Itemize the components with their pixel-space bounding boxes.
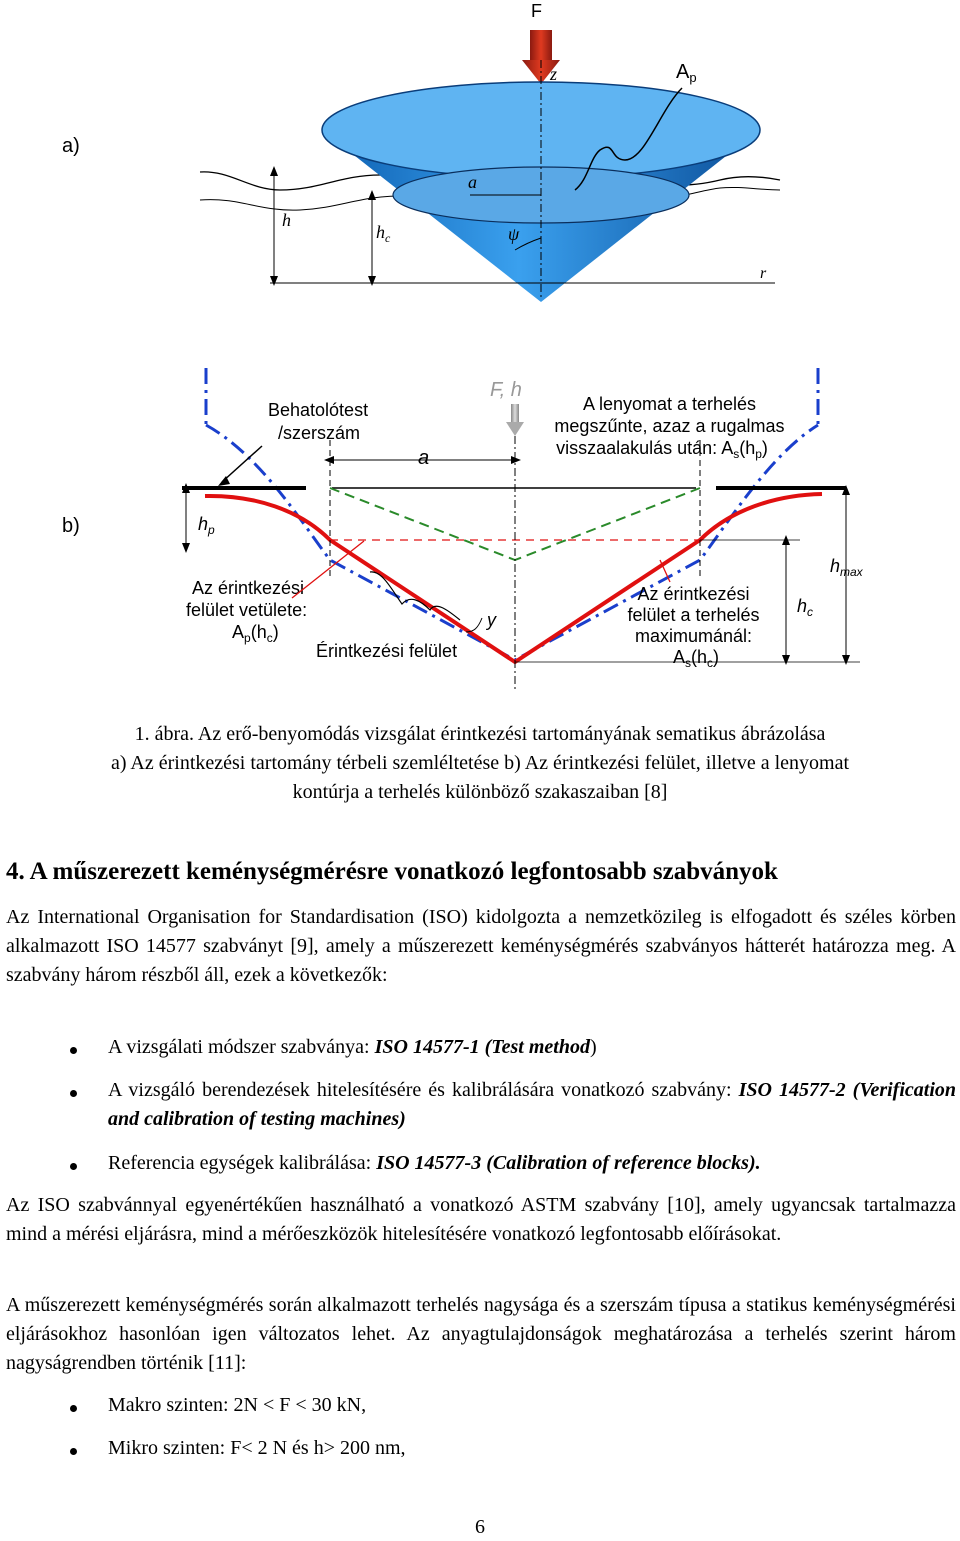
bullet-item: Mikro szinten: F< 2 N és h> 200 nm, [108, 1437, 406, 1459]
bullet-item: A vizsgáló berendezések hitelesítésére és kalibrálására vonatkozó szabvány: ISO 14577-2 (Verification and calibration of testing machines) [108, 1079, 956, 1130]
figure-caption-line-3: kontúrja a terhelés különböző szakaszaiban [8] [292, 781, 668, 803]
a-radius-label: a [468, 172, 477, 192]
figure-caption-line-1: 1. ábra. Az erő-benyomódás vizsgálat érintkezési tartományának sematikus ábrázolása [134, 723, 826, 745]
bullet-icon [70, 1163, 77, 1170]
y-label: y [487, 610, 496, 630]
force-label: F [531, 1, 542, 21]
hc-label: $h_c$ [376, 222, 391, 245]
part-a-label: a) [62, 135, 80, 157]
projection-label: Az érintkezési felület vetülete: $A_p(h_c)$ [186, 578, 308, 645]
tool-label: Behatolótest /szerszám [268, 400, 369, 443]
fh-label: F, h [490, 379, 522, 401]
ap-label: $A_p$ [676, 61, 697, 85]
z-axis-label: z [550, 64, 558, 84]
b-hc-label: $h_c$ [797, 596, 814, 619]
paragraph-1: Az International Organisation for Standardisation (ISO) kidolgozta a nemzetközileg is elfogadott és széles körben alkalmazott ISO 14577 szabványt [9], amely a műszerezett keménységmérés szabványos hátterét határozza meg. A szabvány három részből áll, ezek a következők: [6, 906, 956, 986]
bullet-item: A vizsgálati módszer szabványa: ISO 14577-1 (Test method) [108, 1036, 597, 1058]
max-contact-label: Az érintkezési felület a terhelés maximumánál: $A_s(h_c)$ [627, 584, 760, 670]
section-heading: 4. A műszerezett keménységmérésre vonatkozó legfontosabb szabványok [6, 858, 778, 885]
b-a-label: a [418, 447, 430, 469]
unload-label: A lenyomat a terhelés megszűnte, azaz a rugalmas visszaalakulás után: $A_s(h_p)$ [554, 394, 785, 461]
part-b-label: b) [62, 515, 80, 537]
h-label: h [282, 210, 291, 230]
bullet-item: Makro szinten: 2N < F < 30 kN, [108, 1394, 367, 1416]
load-arrow-icon [506, 404, 524, 436]
bullet-icon [70, 1405, 77, 1412]
contact-surface-label: Érintkezési felület [316, 641, 458, 661]
hc-dimension [368, 190, 376, 286]
bullet-icon [70, 1090, 77, 1097]
paragraph-3: A műszerezett keménységmérés során alkalmazott terhelés nagysága és a szerszám típusa a statikus keménységmérési eljárásokhoz hasonlóan igen változatos lehet. Az anyagtulajdonságok meghatározása a terhelés szerint három nagyságrendben történik [11]: [6, 1294, 956, 1374]
page-number: 6 [475, 1516, 485, 1538]
hmax-label: $h_{max}$ [830, 556, 863, 579]
bullet-icon [70, 1448, 77, 1455]
hp-label: $h_p$ [198, 514, 215, 537]
psi-label: ψ [508, 224, 520, 244]
figure-caption-line-2: a) Az érintkezési tartomány térbeli szemléltetése b) Az érintkezési felület, illetve a lenyomat [110, 752, 850, 774]
paragraph-2: Az ISO szabvánnyal egyenértékűen használható a vonatkozó ASTM szabvány [10], amely ugyancsak tartalmazza mind a mérési eljárásra, mind a mérőeszközök hitelesítésére vonatkozó legfontosabb előírásokat. [6, 1194, 956, 1245]
h-dimension [270, 166, 278, 286]
bullet-icon [70, 1047, 77, 1054]
r-axis-label: r [760, 265, 767, 282]
bullet-item: Referencia egységek kalibrálása: ISO 14577-3 (Calibration of reference blocks). [108, 1152, 761, 1174]
figure-1 [0, 0, 960, 700]
